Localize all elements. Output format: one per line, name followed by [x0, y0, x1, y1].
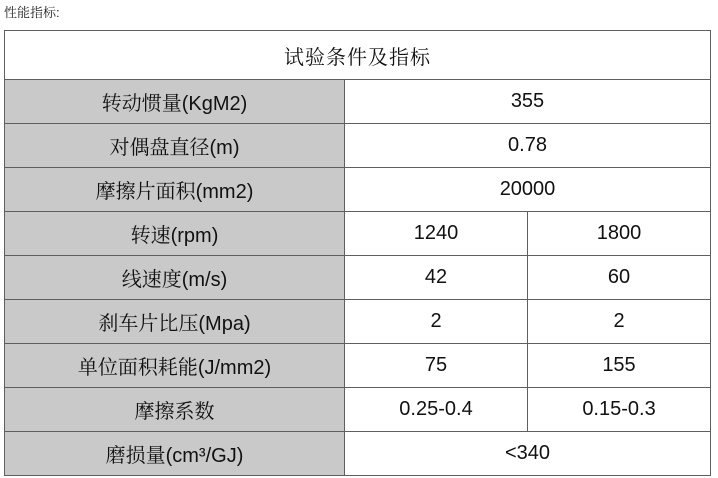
row-value: 1800	[528, 212, 711, 256]
table-row	[5, 432, 711, 476]
row-label: 磨损量(cm³/GJ)	[5, 432, 345, 476]
table-row	[5, 344, 711, 388]
table-row	[5, 168, 711, 212]
row-value: 1240	[345, 212, 528, 256]
row-value: 60	[528, 256, 711, 300]
spec-table-container	[4, 30, 710, 476]
row-value: 75	[345, 344, 528, 388]
row-value: <340	[345, 432, 711, 476]
spec-table	[4, 30, 711, 476]
row-value: 2	[345, 300, 528, 344]
row-label: 刹车片比压(Mpa)	[5, 300, 345, 344]
row-value: 20000	[345, 168, 711, 212]
table-row	[5, 388, 711, 432]
table-row	[5, 256, 711, 300]
table-title-row	[5, 31, 711, 80]
row-value: 0.78	[345, 124, 711, 168]
spec-table-body	[5, 31, 711, 476]
row-label: 转速(rpm)	[5, 212, 345, 256]
row-value: 2	[528, 300, 711, 344]
row-value: 155	[528, 344, 711, 388]
row-label: 线速度(m/s)	[5, 256, 345, 300]
table-row	[5, 80, 711, 124]
row-label: 转动惯量(KgM2)	[5, 80, 345, 124]
table-row	[5, 300, 711, 344]
row-label: 对偶盘直径(m)	[5, 124, 345, 168]
table-row	[5, 212, 711, 256]
row-value: 355	[345, 80, 711, 124]
table-title: 试验条件及指标	[5, 31, 711, 80]
row-value: 0.25-0.4	[345, 388, 528, 432]
page-caption: 性能指标:	[4, 5, 60, 20]
row-label: 摩擦系数	[5, 388, 345, 432]
row-label: 单位面积耗能(J/mm2)	[5, 344, 345, 388]
row-label: 摩擦片面积(mm2)	[5, 168, 345, 212]
row-value: 42	[345, 256, 528, 300]
table-row	[5, 124, 711, 168]
row-value: 0.15-0.3	[528, 388, 711, 432]
